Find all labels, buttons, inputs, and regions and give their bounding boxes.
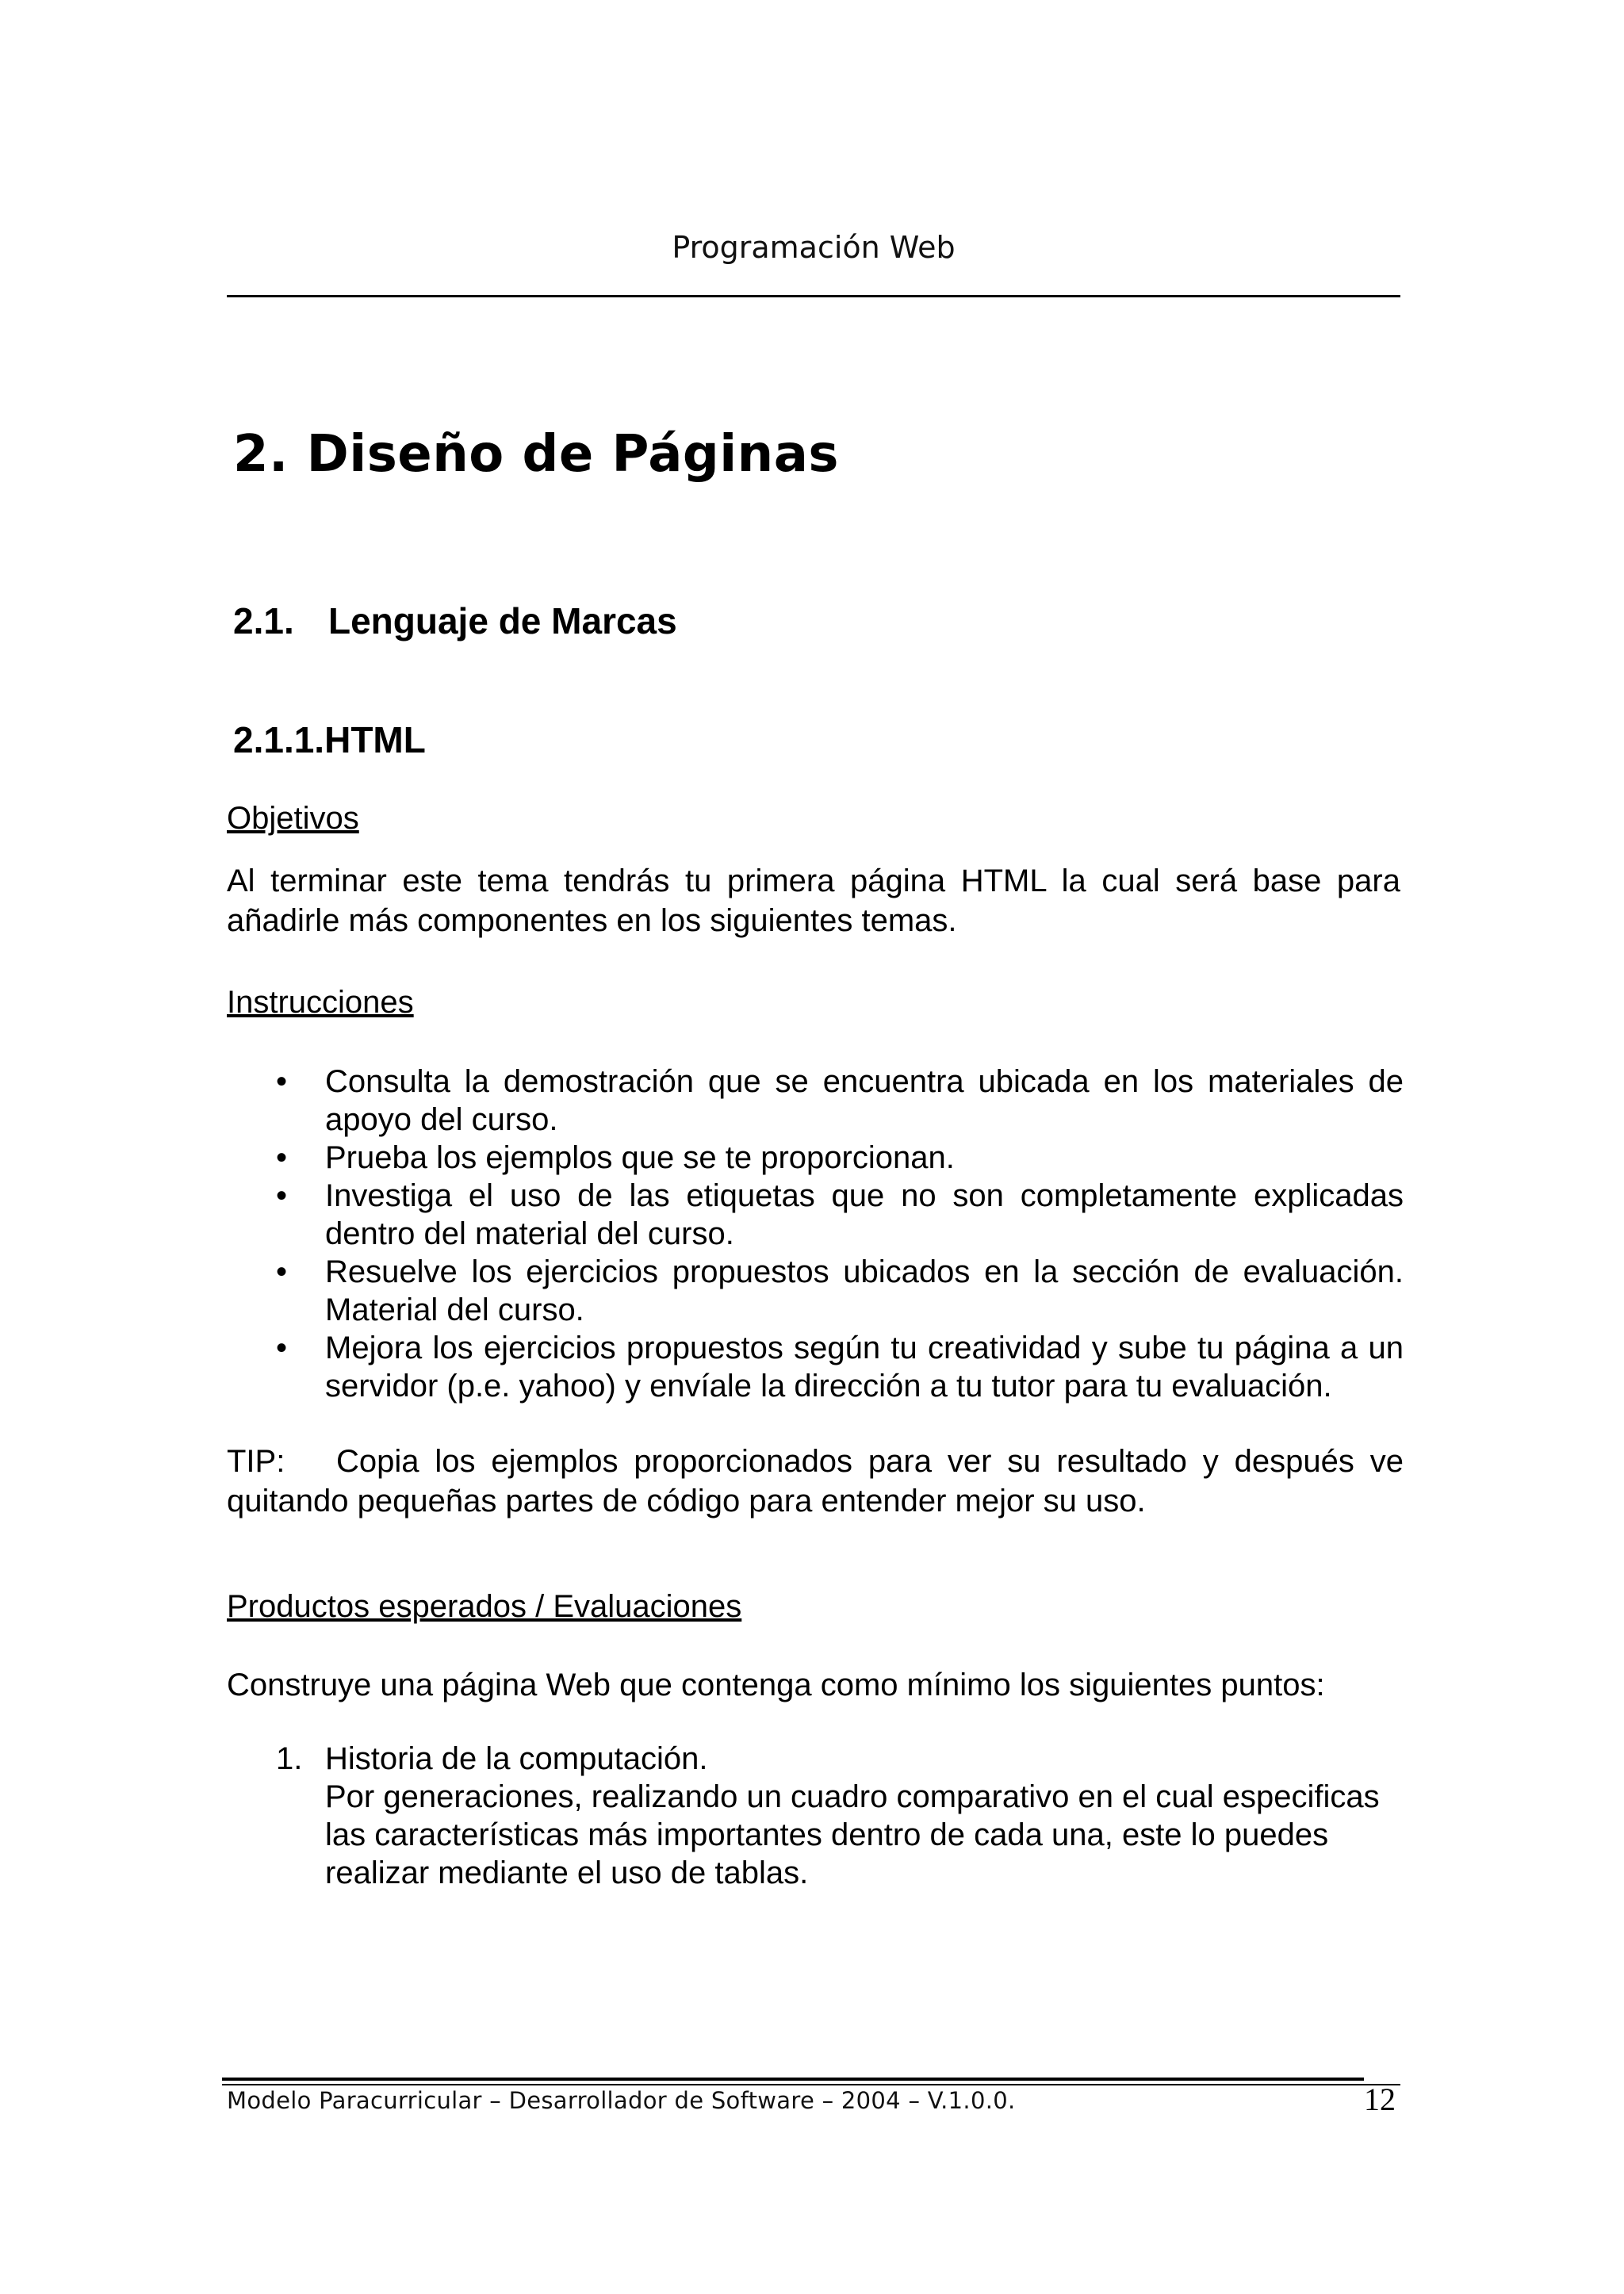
list-item-text: Mejora los ejercicios propuestos según tu creatividad y sube tu página a un servidor (p.e. yahoo) y envíale la dirección a tu tutor para tu evaluación. <box>325 1331 1404 1404</box>
tip-text: Copia los ejemplos proporcionados para ver su resultado y después ve quitando pequeñas partes de código para entender mejor su uso. <box>227 1444 1404 1518</box>
bullet-glyph: • <box>276 1331 288 1365</box>
list-item <box>227 1329 1404 1405</box>
footer-rule <box>222 2078 1364 2081</box>
footer-text: Modelo Paracurricular – Desarrollador de Software – 2004 – V.1.0.0. <box>227 2087 1016 2114</box>
subsection-heading <box>233 718 426 761</box>
list-item-text: Consulta la demostración que se encuentra ubicada en los materiales de apoyo del curso. <box>325 1064 1404 1137</box>
instrucciones-list <box>227 1063 1404 1405</box>
productos-list <box>227 1740 1400 1892</box>
footer-rule-thin <box>222 2084 1400 2085</box>
bullet-glyph: • <box>276 1140 288 1175</box>
list-item-title: Historia de la computación. <box>325 1741 708 1776</box>
list-item <box>227 1177 1404 1253</box>
bullet-glyph: • <box>276 1178 288 1213</box>
objetivos-paragraph: Al terminar este tema tendrás tu primera página HTML la cual será base para añadirle más componentes en los siguientes temas. <box>227 864 1400 938</box>
section-number: 2.1. <box>233 600 294 641</box>
subsection-title: HTML <box>324 719 426 760</box>
list-item-detail: Por generaciones, realizando un cuadro comparativo en el cual especificas las características más importantes dentro de cada una, este lo puedes realizar mediante el uso de tablas. <box>325 1779 1380 1890</box>
bullet-glyph: • <box>276 1254 288 1289</box>
list-item-text: Prueba los ejemplos que se te proporcionan. <box>325 1140 955 1175</box>
bullet-glyph: • <box>276 1064 288 1099</box>
productos-heading: Productos esperados / Evaluaciones <box>227 1589 742 1624</box>
list-item-number: 1. <box>276 1741 303 1776</box>
chapter-title: 2. Diseño de Páginas <box>233 425 839 484</box>
list-item <box>227 1139 1404 1177</box>
tip-paragraph <box>227 1442 1404 1521</box>
instrucciones-heading: Instrucciones <box>227 985 414 1020</box>
section-heading <box>233 599 677 642</box>
section-title: Lenguaje de Marcas <box>328 600 677 641</box>
list-item <box>227 1063 1404 1139</box>
header-rule <box>227 295 1400 297</box>
subsection-number: 2.1.1. <box>233 719 325 760</box>
list-item-text: Resuelve los ejercicios propuestos ubicados en la sección de evaluación. Material del curso. <box>325 1254 1404 1327</box>
list-item <box>227 1740 1400 1892</box>
objetivos-heading: Objetivos <box>227 801 359 836</box>
tip-label: TIP: <box>227 1444 285 1479</box>
page-number: 12 <box>1364 2081 1396 2117</box>
list-item-text: Investiga el uso de las etiquetas que no son completamente explicadas dentro del material del curso. <box>325 1178 1404 1251</box>
running-header: Programación Web <box>672 230 956 265</box>
productos-intro: Construye una página Web que contenga como mínimo los siguientes puntos: <box>227 1668 1325 1702</box>
list-item <box>227 1253 1404 1329</box>
